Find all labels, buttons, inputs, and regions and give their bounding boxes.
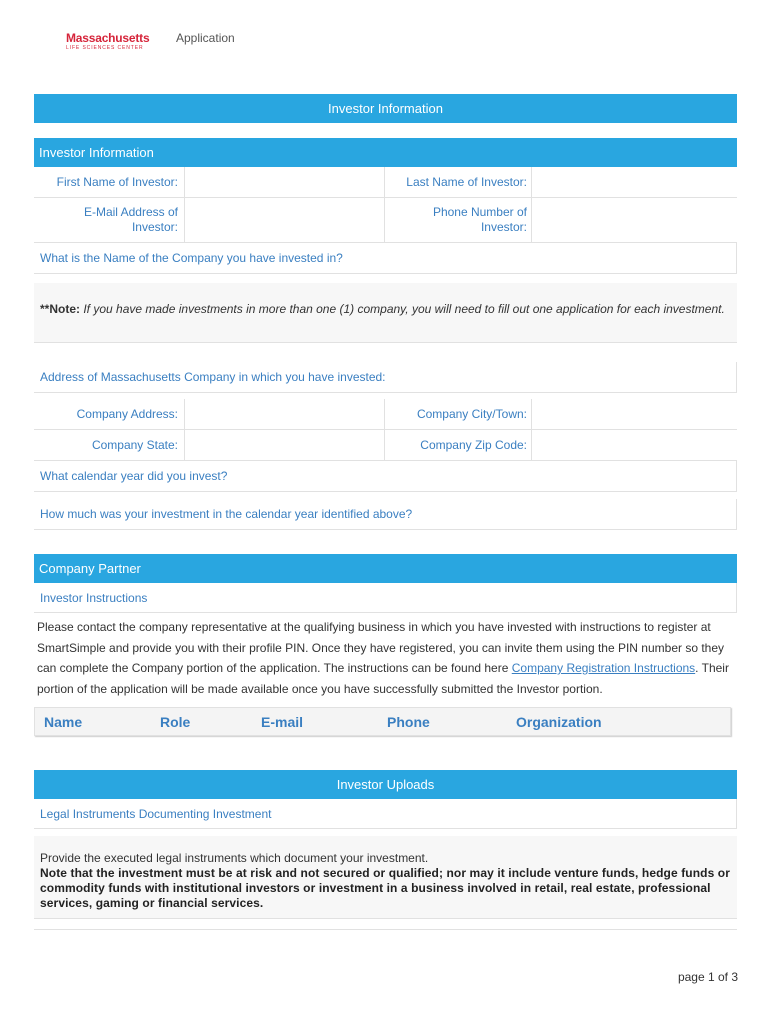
- investor-instructions-label: Investor Instructions: [34, 583, 737, 613]
- column-email[interactable]: E-mail: [261, 714, 304, 730]
- company-city-field[interactable]: [532, 399, 737, 429]
- last-name-field[interactable]: [532, 167, 737, 197]
- last-name-label: Last Name of Investor:: [406, 175, 527, 189]
- uploads-text-line1: Provide the executed legal instruments which document your investment.: [40, 851, 429, 865]
- investment-amount-question[interactable]: How much was your investment in the calendar year identified above?: [34, 499, 737, 530]
- contact-row: [34, 198, 737, 243]
- first-name-field[interactable]: [185, 167, 384, 197]
- section-title: Investor Information: [39, 145, 154, 160]
- column-organization[interactable]: Organization: [516, 714, 602, 730]
- note-bold: **Note:: [40, 302, 81, 316]
- company-state-row: [34, 430, 737, 461]
- mlsc-logo: [66, 32, 166, 54]
- banner-title: Investor Information: [328, 101, 443, 116]
- investor-information-banner: [34, 94, 737, 123]
- uploads-title: Investor Uploads: [336, 777, 435, 792]
- email-label-line1: E-Mail Address of: [83, 205, 178, 219]
- email-label-line2: Investor:: [131, 220, 178, 234]
- company-address-question: Address of Massachusetts Company in which you have invested:: [34, 362, 737, 393]
- application-label: Application: [176, 31, 235, 45]
- phone-label-line1: Phone Number of: [432, 205, 527, 219]
- instructions-part1: Please contact the company representative at the qualifying business in which you have invested with instructions to register at SmartSimple and provide you with their profile PIN. Once they have registered, you can invite them using the PIN number so they can complete the Company portion of the application. The instructions can be found here: [37, 620, 725, 675]
- column-name[interactable]: Name: [44, 714, 83, 730]
- partner-table-header: [34, 707, 731, 736]
- company-city-label: Company City/Town:: [416, 407, 527, 421]
- logo-title: Massachusetts: [66, 31, 150, 45]
- investor-information-section-header: [34, 138, 737, 167]
- company-partner-title: Company Partner: [39, 561, 141, 576]
- note-italic: If you have made investments in more than one (1) company, you will need to fill out one application for each investment.: [80, 302, 725, 316]
- uploads-text-note: Note that the investment must be at risk and not secured or qualified; nor may it include venture funds, hedge funds or commodity funds with institutional investors or investment in a business involved in retail, real estate, professional services, gaming or financial services.: [40, 866, 730, 910]
- company-partner-section-header: [34, 554, 737, 583]
- company-name-question[interactable]: What is the Name of the Company you have invested in?: [34, 243, 737, 274]
- investment-year-question[interactable]: What calendar year did you invest?: [34, 461, 737, 492]
- company-state-label: Company State:: [91, 438, 178, 452]
- investor-instructions-text: [37, 617, 737, 699]
- first-name-label: First Name of Investor:: [56, 175, 178, 189]
- phone-field[interactable]: [532, 198, 737, 242]
- page-header: [0, 0, 770, 80]
- instructions-part2: . Their portion of the application will be made available once you have successfully submitted the Investor portion.: [37, 661, 729, 696]
- company-state-field[interactable]: [185, 430, 384, 460]
- company-registration-instructions-link[interactable]: Company Registration Instructions: [511, 661, 696, 675]
- email-field[interactable]: [185, 198, 384, 242]
- company-address-field[interactable]: [185, 399, 384, 429]
- multiple-investments-note: [34, 283, 737, 343]
- column-role[interactable]: Role: [160, 714, 191, 730]
- legal-instruments-label: Legal Instruments Documenting Investment: [34, 799, 737, 829]
- company-address-row: [34, 399, 737, 430]
- section-divider: [34, 929, 737, 930]
- column-phone[interactable]: Phone: [387, 714, 430, 730]
- legal-instruments-description: [34, 836, 737, 919]
- company-address-label: Company Address:: [76, 407, 178, 421]
- company-zip-field[interactable]: [532, 430, 737, 460]
- name-row: [34, 167, 737, 198]
- logo-subtitle: LIFE SCIENCES CENTER: [66, 45, 144, 51]
- investor-uploads-banner: [34, 770, 737, 799]
- page-number: page 1 of 3: [677, 970, 738, 984]
- phone-label: [377, 205, 527, 235]
- company-zip-label: Company Zip Code:: [420, 438, 527, 452]
- email-label: [28, 205, 178, 235]
- phone-label-line2: Investor:: [480, 220, 527, 234]
